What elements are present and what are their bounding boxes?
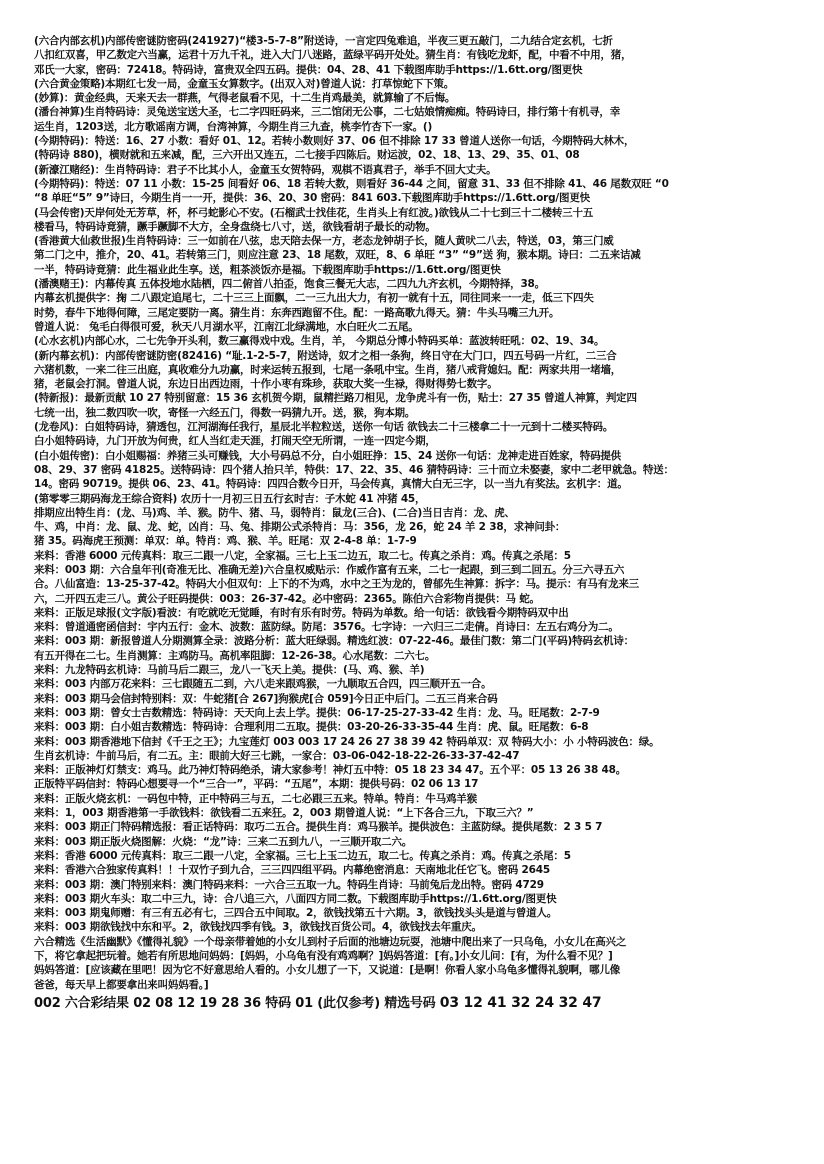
- text-line: 六，二开四五走三八。黄公子旺码提供：003：26-37-42。必中密码：2365。陈伯六合彩物肖提供：马 蛇。: [34, 592, 540, 605]
- text-line: 来料：003 期：曾女士吉数精选：特码诗：天天向上去上学。提供：06-17-25-27-33-42 生肖：龙、马。旺尾数：2-7-9: [34, 706, 600, 719]
- text-line: 14。密码 90719。提供 06、23、41。特码诗：四四合数今日开，马会传真，真情大白无三字，以一当九有奖法。玄机字：道。: [34, 478, 628, 491]
- text-line: (妙算)：黄金经典，天来天去一群燕，气得老鼠看不见，十二生肖鸡最美，就算输了不后悔。: [34, 92, 456, 105]
- text-line: 牛、鸡，中肖：龙、鼠、龙、蛇，凶肖：马、兔、排期公式杀特肖：马：356，龙 26，蛇 24 羊 2 38，求神问卦：: [34, 521, 566, 534]
- text-line: 八扣红双喜，甲乙数定六当赢，运君十万九千礼，进入大门八迷路，蓝绿平码开处处。猜生肖：有钱吃龙虾，配，中看不中用，猪，: [34, 49, 632, 62]
- text-line: 来料：正版足球报(文字版)看波：有吃就吃无觉睡，有时有乐有时劳。特码为单数。给一句话：欲钱看今期特码双中出: [34, 606, 569, 619]
- text-line: (新濠江赌经)：生肖特码诗：君子不比其小人，金童玉女贺特码，观棋不语真君子，举手不回大丈夫。: [34, 163, 497, 176]
- text-line: 一半，特码诗竟猜：此生福业此生享。送，粗茶淡饭亦是福。下载图库助手https://1.6tt.org/图更快: [34, 263, 501, 276]
- text-line: (马会传密)天岸何处无芳草，杯，杯弓蛇影心不安。(石榴武士找佳花，生肖头上有红波。)欲钱从二十七到三十二楼转三十五: [34, 206, 594, 219]
- text-line: 来料：003 期火车头：取二中三九，诗：合八追三六，八面四方同二数。下载图库助手https://1.6tt.org/图更快: [34, 892, 557, 905]
- text-line: 白小姐特码诗，九门开放为何贵，红人当红走天涯，打闹天空无所谓，一连一四定今期，: [34, 435, 436, 448]
- text-line: 来料：003 期欲钱找中东和平。2，欲钱找四季有钱。3，欲钱找百货公司。4，欲钱找去年重庆。: [34, 921, 482, 934]
- text-line: 猪 35。码海虎王预测：单双：单。特肖：鸡、猴、羊。旺尾：双 2-4-8 单：1-7-9: [34, 535, 417, 548]
- text-line: 来料：香港 6000 元传真料：取三二跟一八定，全家福。三七上玉二边五，取二七。传真之杀肖：鸡。传真之杀尾：5: [34, 549, 571, 562]
- text-line: 第二门之中，推介，20、41。若转第三门，则应注意 23、18 尾数，双旺，8、6 单旺 “3” “9”送 狗，猴本期。诗曰：二五来诘减: [34, 249, 641, 262]
- text-line: 时势，春牛下地得何障，三尾定要防一离。猜生肖：东奔西跑留不住。配：一路高歌九得天。猜：牛头马嘴三九开。: [34, 306, 560, 319]
- text-line: 七统一出，独二数四吹一吹，寄怪一六经五门，得数一码猜九开。送，猴，狗本期。: [34, 406, 416, 419]
- text-line: 曾道人说： 兔毛白得很可爱，秋天八月湖水平，江南江北绿满地，水白旺火二五尾。: [34, 320, 419, 333]
- text-line: 来料：003 期马会信封特别料：双：牛蛇猪[合 267]狗猴虎[合 059]今日正中后门。二五三肖来合码: [34, 692, 498, 705]
- text-line: 有五开得在二七。生肖测算：主鸡防马。高机率阻脚：12-26-38。心水尾数：二六七。: [34, 649, 436, 662]
- text-line: (特新报)：最新贡献 10 27 特别留意：15 36 玄机贺今期，鼠精拦路刀相见，龙争虎斗有一伤，贴士：27 35 曾道人神算，判定四: [34, 392, 637, 405]
- text-line: (潘澳赌王)：内幕传真 五体投地水陆栖，四二俯首八拍歪，饱食三餐无大志，二四九九齐玄机，今期特择，38。: [34, 278, 545, 291]
- text-line: 来料：003 期鬼师赠：有三有五必有七，三四合五中间取。2，欲钱找第五十六期。3，欲钱找头头是道与曾道人。: [34, 907, 558, 920]
- text-line: (新内幕玄机)：内部传密谜防密(82416) “耻.1-2-5-7，附送诗，奴才之相一条狗，终日守在大门口，四五号码一片红，二三合: [34, 349, 617, 362]
- text-line: (六合内部玄机)内部传密谜防密码(241927)“楼3-5-7-8”附送诗，一言定四兔难追，半夜三更五敲门，二九结合定玄机，七折: [34, 35, 613, 47]
- text-line: 来料：九龙特码玄机诗：马前马后二跟三，龙八一飞天上美。提供：(马、鸡、猴、羊): [34, 664, 425, 677]
- footer-picks: 03 12 41 32 24 32 47: [439, 994, 602, 1011]
- text-line: (六合黄金策略)本期红七发一局，金童玉女算数字。(出双入对)曾道人说：打草惊蛇下下策。: [34, 77, 455, 90]
- text-line: 合。八仙富造：13-25-37-42。特码大小但双句：上下的不为鸡，水中之王为龙的，曾郁先生神算：拆字：马。提示：有马有龙来三: [34, 578, 639, 591]
- text-line: (潘台神算)生肖特码诗：灵兔送宝送大圣，七二字四旺码来，三二馆闭无公事，二七姑娘情痴痴。特码诗曰，排行第十有机寻，幸: [34, 106, 620, 119]
- text-line: 来料：正版神灯灯禁支：鸡马。此乃神灯特码绝杀，请大家参考！神灯五中特：05 18 23 34 47。五个平：05 13 26 38 48。: [34, 764, 627, 777]
- text-line: 六猪机数，一来二往三出庭，真收难分九功赢，时来运转五报到，七尾一条吼中宝。生肖，猪八戒背媳妇。配：两家共用一堵墙，: [34, 363, 622, 376]
- text-line: 楼看马，特码诗竟猜，蹶手蹶脚不大方，全身盘绕七八寸，送，欲钱看胡子最长的动物。: [34, 220, 436, 233]
- text-line: 来料：003 期正版火烧图解：火烧：“龙”诗：三来二五到九八，一三顺开取二六。: [34, 835, 413, 848]
- text-line: 运生肖，1203送，北方歌谣南方调，台湾神算，今期生肖三九查，桃李竹杏下一家。(): [34, 120, 433, 133]
- text-line: 来料：香港六合独家传真料！！十双竹子到九合，三三四四组平码。内幕绝密消息：天南地北任它飞。密码 2645: [34, 864, 550, 877]
- text-line: 生肖玄机诗：牛前马后，有二五。主：眼前大好三七跳，一家合：03-06-042-18-22-26-33-37-42-47: [34, 749, 520, 762]
- results-footer: [34, 994, 794, 1012]
- text-line: 来料：003 期：澳门特别来料：澳门特码来料：一六合三五取一九。特码生肖诗：马前兔后龙出特。密码 4729: [34, 878, 544, 891]
- text-line: 来料：003 内部万花来料：三七跟随五二到，六八走来跟鸡猴，一九顺取五合四，四三顺开五一合。: [34, 678, 492, 691]
- text-line: 六合精选《生活幽默》《懂得礼貌》一个母亲带着她的小女儿到村子后面的池塘边玩耍，池塘中爬出来了一只乌龟，小女儿在高兴之: [34, 935, 627, 948]
- text-line: 内幕玄机提供字：掬 二八跟定追尾七，二十三三上面飘，二一三九出大力，有初一就有十五，同往同来一一走，低三下四失: [34, 292, 594, 305]
- footer-note: (此仅参考): [317, 995, 380, 1011]
- text-line: 下，将它拿起把玩着。她若有所思地问妈妈：[妈妈，小乌龟有没有鸡鸡啊？]妈妈答道：[有。]小女儿问：[有，为什么看不见？]: [34, 950, 613, 962]
- text-line: 来料：003 期：六合皇年刊(奇准无比、准确无差)六合皇权威贴示：作威作富有五来，二七一起跟，到三到二回五。分三六寻五六: [34, 563, 625, 576]
- text-line: (今期特码)：特送：16、27 小数：看好 01、12。若转小数则好 37、06 但不排除 17 33 曾道人送你一句话，今期特码大林木，: [34, 135, 635, 148]
- text-line: 妈妈答道：[应该藏在里吧！因为它不好意思给人看的。小女儿想了一下，又说道：[是啊！你看人家小乌龟多懂得礼貌啊，哪儿像: [34, 964, 620, 977]
- text-line: 来料：香港 6000 元传真料：取三二跟一八定，全家福。三七上玉二边五，取二七。传真之杀肖：鸡。传真之杀尾：5: [34, 849, 571, 862]
- text-line: (心水玄机)内部心水，二七先争开头利，数三赢得戏中戏。生肖，羊， 今期总分博小特码买单：蓝波转旺吼：02、19、34。: [34, 335, 605, 348]
- text-line: 排期应出特生肖：(龙、马)鸡、羊、猴。防牛、猪、马，弱特肖：鼠龙(三合)、(二合)当日吉肖：龙、虎、: [34, 506, 515, 519]
- text-line: 正版特平码信封：特码心想要寻一个“三合一”，平码：“五尾”，本期：提供号码：02 06 13 17: [34, 778, 479, 791]
- text-line: 来料：003 期：新报曾道人分期测算全录：波路分析：蓝大旺绿弱。精选红波：07-22-46。最佳门数：第二门(平码)特码玄机诗：: [34, 635, 634, 648]
- text-line: (香港黄大仙救世报)生肖特码诗：三一如前在八弦，忠天陪去保一方，老态龙钟胡子长，随人黄吠二八去，特送，03，第三门威: [34, 235, 614, 248]
- footer-picks-label: 精选号码: [384, 995, 436, 1011]
- text-line: (第零零三期码海龙王综合资料) 农历十一月初三日五行玄时吉：子木蛇 41 冲猪 45，: [34, 492, 426, 505]
- text-line: 爸爸，每天早上都要拿出来叫妈妈看。]: [34, 978, 209, 991]
- text-line: “8 单旺“5” 9”诗曰，今期生肖一一开，提供：36、20、30 密码：841 603.下载图库助手https://1.6tt.org/图更快: [34, 192, 590, 205]
- text-line: 08、29、37 密码 41825。送特码诗：四个猪人抬只羊，特供：17、22、35、46 猜特码诗：三十而立未娶妻，家中二老甲就急。特送：: [34, 463, 674, 476]
- text-line: 邓氏一大家，密码：72418。特码诗，富贵双全四五码。提供：04、28、41 下载图库助手https://1.6tt.org/图更快: [34, 63, 583, 76]
- newspaper-text: [34, 34, 794, 1126]
- text-line: 猪，老鼠会打洞。曾道人说，东边日出西边雨，十作小枣有珠珍，获取大奖一生禄，得财得势七数字。: [34, 378, 498, 391]
- text-line: (白小姐传密)：白小姐赐福：养猪三头可赚钱，大小号码总不分，白小姐旺挣：15、24 送你一句话：龙神走进百姓家，特码提供: [34, 449, 621, 462]
- text-line: (特码诗 880)，横财就和五来减，配，三六开出又连五，二七接手四陈后。财运波，02、18、13、29、35、01、08: [34, 149, 580, 162]
- text-line: 来料：003 期：白小姐吉数精选：特码诗：合理利用二五取。提供：03-20-26-33-35-44 生肖：虎、鼠。旺尾数：6-8: [34, 721, 589, 734]
- footer-prefix: 002 六合彩结果: [34, 995, 129, 1011]
- footer-numbers: 02 08 12 19 28 36 特码 01: [133, 995, 313, 1011]
- text-line: (龙卷风)：白姐特码诗，猜透包，江河湖海任我行，星辰北半粒粒送，送你一句话 欲钱去二十三楼拿二十一元到十二楼买特码。: [34, 421, 614, 434]
- text-line: 来料：003 期正门特码精选报：看正话特码：取巧二五合。提供生肖：鸡马猴羊。提供波色：主蓝防绿。提供尾数：2 3 5 7: [34, 821, 603, 834]
- text-line: 来料：003 期香港地下信封《千王之王》；九宝莲灯 003 003 17 24 26 27 38 39 42 特码单双：双 特码大小：小 小特码波色：绿。: [34, 735, 660, 748]
- text-line: 来料：曾道通密函信封：宇内五行：金木、波数：蓝防绿。防尾：3576。七字诗：一六归三二走倩。肖诗曰：左五右鸡分为二。: [34, 621, 619, 634]
- text-line: (今期特码)：特送：07 11 小数：15-25 间看好 06、18 若转大数，则看好 36-44 之间，留意 31、33 但不排除 41、46 尾数双旺 “0: [34, 177, 669, 190]
- text-line: 来料：1，003 期香港第一手欲钱料：欲钱看二五来狂。2，003 期曾道人说：“上下各合三九，下取三六？”: [34, 807, 534, 820]
- text-line: 来料：正版火烧玄机：一码包中特，正中特码三与五，二七必跟三五来。特单。特肖：牛马鸡羊猴: [34, 792, 477, 805]
